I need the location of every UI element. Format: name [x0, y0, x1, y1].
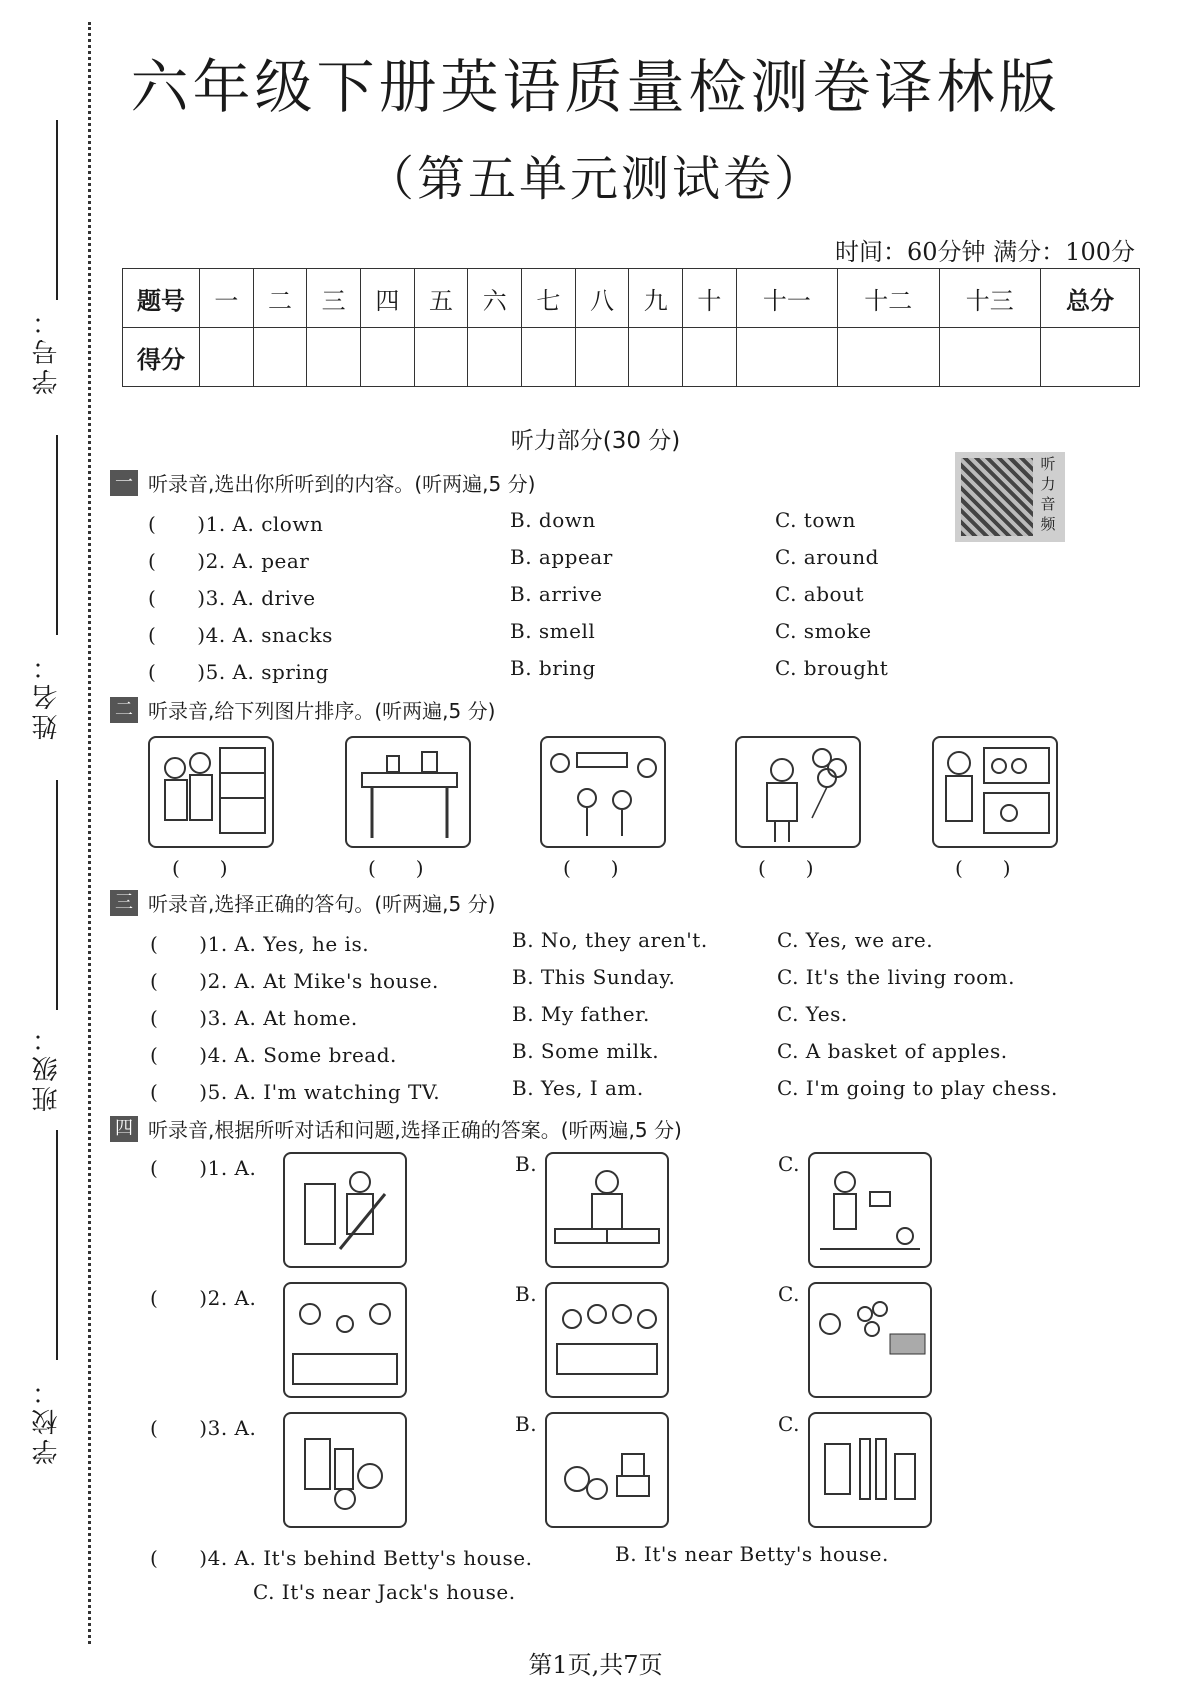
- option-c[interactable]: C.: [778, 1152, 800, 1176]
- option-a[interactable]: ( )4. A. It's behind Betty's house.: [150, 1546, 533, 1570]
- option-b[interactable]: B. bring: [510, 656, 596, 680]
- option-a[interactable]: ( )5. A. spring: [148, 660, 329, 684]
- score-input-cell[interactable]: [736, 328, 837, 387]
- option-c[interactable]: C. Yes.: [777, 1002, 848, 1026]
- name-line: [56, 435, 58, 635]
- class-line: [56, 780, 58, 1010]
- option-b[interactable]: B.: [515, 1152, 538, 1176]
- page-subtitle: （第五单元测试卷）: [365, 151, 825, 207]
- section-4-header: [110, 1114, 682, 1143]
- picture-cooking: [283, 1282, 407, 1398]
- option-c[interactable]: C. A basket of apples.: [777, 1039, 1008, 1063]
- picture-food-fruit: [283, 1412, 407, 1528]
- score-input-cell[interactable]: [683, 328, 737, 387]
- option-c[interactable]: C.: [778, 1282, 800, 1306]
- option-c[interactable]: C. town: [775, 508, 856, 532]
- option-a[interactable]: ( )1. A. clown: [148, 512, 324, 536]
- option-c[interactable]: C.: [778, 1412, 800, 1436]
- option-a[interactable]: ( )3. A. drive: [148, 586, 316, 610]
- picture-fruit-toys: [545, 1412, 669, 1528]
- answer-blank[interactable]: ( ): [368, 856, 424, 880]
- option-b[interactable]: B. appear: [510, 545, 613, 569]
- food-fruit-icon: [285, 1414, 405, 1526]
- option-b[interactable]: B. No, they aren't.: [512, 928, 708, 952]
- option-b[interactable]: B. This Sunday.: [512, 965, 676, 989]
- section-2-header: [110, 695, 495, 724]
- section-instruction: 听录音,选择正确的答句。(听两遍,5 分): [148, 892, 496, 916]
- picture-guitar: [283, 1152, 407, 1268]
- qr-icon: [961, 458, 1033, 536]
- option-a[interactable]: ( )3. A.: [150, 1416, 257, 1440]
- answer-blank[interactable]: ( ): [758, 856, 814, 880]
- score-input-cell[interactable]: [575, 328, 629, 387]
- score-cell: 七: [522, 269, 576, 328]
- score-input-cell[interactable]: [361, 328, 415, 387]
- boy-balloons-icon: [737, 738, 859, 846]
- option-b[interactable]: B. Some milk.: [512, 1039, 660, 1063]
- option-c[interactable]: C. I'm going to play chess.: [777, 1076, 1058, 1100]
- picture-dinner: [545, 1282, 669, 1398]
- student-no-label: 学号：: [32, 305, 62, 395]
- score-input-cell[interactable]: [939, 328, 1041, 387]
- score-cell: 四: [361, 269, 415, 328]
- picture-flowers: [808, 1282, 932, 1398]
- section-number: 一: [110, 470, 138, 496]
- score-cell: 六: [468, 269, 522, 328]
- score-cell: 十三: [939, 269, 1041, 328]
- picture-table-tennis: [545, 1152, 669, 1268]
- option-b[interactable]: B.: [515, 1412, 538, 1436]
- picture-drinks: [808, 1412, 932, 1528]
- picture-watering: [808, 1152, 932, 1268]
- class-label: 班级：: [32, 1022, 62, 1112]
- score-table: [122, 268, 1140, 387]
- option-c[interactable]: C. smoke: [775, 619, 872, 643]
- score-input-cell[interactable]: [200, 328, 254, 387]
- option-a[interactable]: ( )4. A. snacks: [148, 623, 333, 647]
- section-number: 二: [110, 697, 138, 723]
- option-a[interactable]: ( )4. A. Some bread.: [150, 1043, 397, 1067]
- score-input-cell[interactable]: [414, 328, 468, 387]
- option-b[interactable]: B.: [515, 1282, 538, 1306]
- school-label: 学校：: [32, 1375, 62, 1465]
- option-a[interactable]: ( )2. A. pear: [148, 549, 310, 573]
- page-footer: 第1页,共7页: [528, 1651, 663, 1679]
- fruit-toys-icon: [547, 1414, 667, 1526]
- section-instruction: 听录音,选出你所听到的内容。(听两遍,5 分): [148, 472, 536, 496]
- option-b[interactable]: B. Yes, I am.: [512, 1076, 644, 1100]
- family-cooking-icon: [285, 1284, 405, 1396]
- option-a[interactable]: ( )2. A. At Mike's house.: [150, 969, 439, 993]
- girl-ping-pong-icon: [547, 1154, 667, 1266]
- option-a[interactable]: ( )2. A.: [150, 1286, 257, 1310]
- option-a[interactable]: ( )1. A.: [150, 1156, 257, 1180]
- girl-guitar-icon: [285, 1154, 405, 1266]
- score-cell: 总分: [1041, 269, 1140, 328]
- qr-label: 听力音频: [1040, 455, 1056, 533]
- score-input-cell[interactable]: [1041, 328, 1140, 387]
- people-dinner-icon: [547, 1284, 667, 1396]
- school-line: [56, 1130, 58, 1360]
- score-table-score-row: [123, 328, 1140, 387]
- option-a[interactable]: ( )1. A. Yes, he is.: [150, 932, 370, 956]
- page-title: 六年级下册英语质量检测卷译林版: [130, 53, 1061, 121]
- name-label: 姓名：: [32, 650, 62, 740]
- option-b[interactable]: B. It's near Betty's house.: [615, 1542, 889, 1566]
- food-drinks-icon: [810, 1414, 930, 1526]
- option-a[interactable]: ( )3. A. At home.: [150, 1006, 358, 1030]
- score-input-cell[interactable]: [522, 328, 576, 387]
- table-icon: [347, 738, 469, 846]
- score-cell: 题号: [123, 269, 200, 328]
- score-cell: 十二: [838, 269, 939, 328]
- score-input-cell[interactable]: [307, 328, 361, 387]
- score-input-cell[interactable]: [629, 328, 683, 387]
- cut-line: [88, 22, 91, 1644]
- score-cell: 一: [200, 269, 254, 328]
- score-cell: 八: [575, 269, 629, 328]
- score-cell: 五: [414, 269, 468, 328]
- option-b[interactable]: B. smell: [510, 619, 596, 643]
- section-1-header: [110, 468, 535, 497]
- option-c[interactable]: C. about: [775, 582, 864, 606]
- listening-heading: 听力部分(30 分): [510, 428, 681, 454]
- exam-meta: 时间：60分钟 满分：100分: [835, 238, 1135, 266]
- shoppers-icon: [150, 738, 272, 846]
- answer-blank[interactable]: ( ): [563, 856, 619, 880]
- score-cell: 二: [253, 269, 307, 328]
- qr-code[interactable]: [955, 452, 1065, 542]
- section-3-header: [110, 888, 495, 917]
- score-row-label: 得分: [123, 328, 200, 387]
- option-c[interactable]: C. brought: [775, 656, 889, 680]
- section-number: 四: [110, 1116, 138, 1142]
- picture-fruit-shop: [932, 736, 1058, 848]
- section-instruction: 听录音,给下列图片排序。(听两遍,5 分): [148, 699, 496, 723]
- picture-party: [540, 736, 666, 848]
- score-input-cell[interactable]: [468, 328, 522, 387]
- score-table-header-row: [123, 269, 1140, 328]
- section-instruction: 听录音,根据所听对话和问题,选择正确的答案。(听两遍,5 分): [148, 1118, 682, 1142]
- score-cell: 十一: [736, 269, 837, 328]
- score-cell: 九: [629, 269, 683, 328]
- picture-table: [345, 736, 471, 848]
- option-c[interactable]: C. It's the living room.: [777, 965, 1015, 989]
- option-c[interactable]: C. Yes, we are.: [777, 928, 934, 952]
- option-a[interactable]: ( )5. A. I'm watching TV.: [150, 1080, 441, 1104]
- score-input-cell[interactable]: [838, 328, 939, 387]
- option-b[interactable]: B. arrive: [510, 582, 603, 606]
- man-fruit-icon: [934, 738, 1056, 846]
- children-balloons-icon: [542, 738, 664, 846]
- answer-blank[interactable]: ( ): [955, 856, 1011, 880]
- score-cell: 三: [307, 269, 361, 328]
- picture-supermarket: [148, 736, 274, 848]
- family-flowers-icon: [810, 1284, 930, 1396]
- score-cell: 十: [683, 269, 737, 328]
- score-input-cell[interactable]: [253, 328, 307, 387]
- picture-balloons: [735, 736, 861, 848]
- girl-watering-icon: [810, 1154, 930, 1266]
- option-c[interactable]: C. It's near Jack's house.: [253, 1580, 516, 1604]
- answer-blank[interactable]: ( ): [172, 856, 228, 880]
- option-c[interactable]: C. around: [775, 545, 879, 569]
- option-b[interactable]: B. My father.: [512, 1002, 650, 1026]
- option-b[interactable]: B. down: [510, 508, 596, 532]
- section-number: 三: [110, 890, 138, 916]
